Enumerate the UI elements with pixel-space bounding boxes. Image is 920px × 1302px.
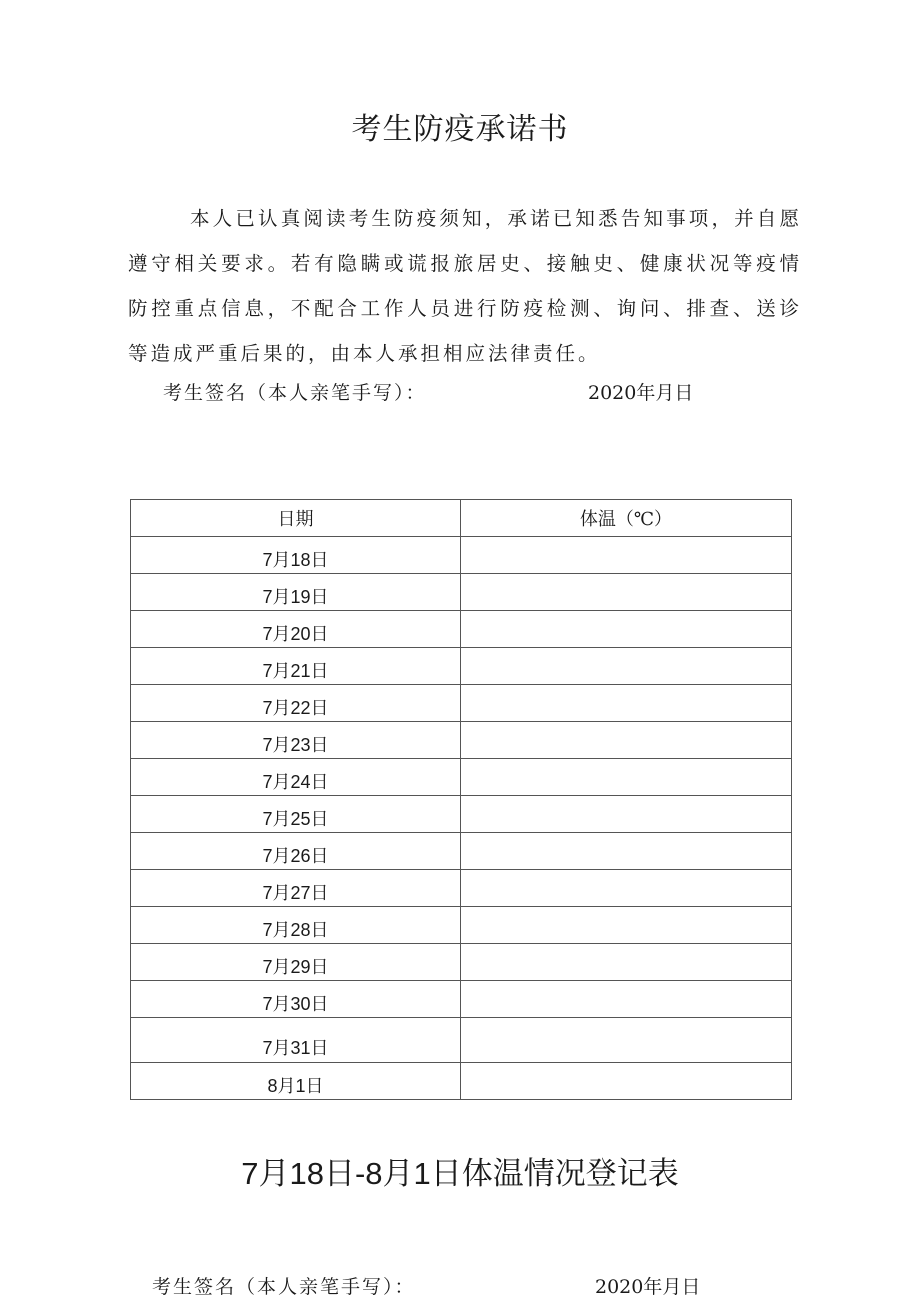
signature-label: 考生签名（本人亲笔手写）： [163,382,427,404]
temperature-cell[interactable] [461,944,792,981]
table-row [131,981,792,1018]
signature-date: 2020年月日 [588,382,694,404]
pledge-title: 考生防疫承诺书 [351,112,569,147]
table-row [131,759,792,796]
table-row [131,796,792,833]
table-row [131,648,792,685]
temperature-cell[interactable] [461,833,792,870]
header-date: 日期 [131,500,461,537]
temperature-cell[interactable] [461,870,792,907]
date-cell: 7月29日 [131,944,461,981]
signature-label: 考生签名（本人亲笔手写）： [152,1276,416,1298]
registration-signature-line [152,1272,772,1302]
temperature-cell[interactable] [461,685,792,722]
table-row [131,944,792,981]
temperature-table [130,499,792,1100]
table-row [131,870,792,907]
date-cell: 7月18日 [131,537,461,574]
table-row [131,685,792,722]
registration-title: 7月18日-8月1日体温情况登记表 [241,1156,679,1191]
temperature-cell[interactable] [461,907,792,944]
date-cell: 7月19日 [131,574,461,611]
date-cell: 7月26日 [131,833,461,870]
date-cell: 7月22日 [131,685,461,722]
table-row [131,833,792,870]
date-cell: 7月25日 [131,796,461,833]
temperature-cell[interactable] [461,796,792,833]
date-cell: 7月28日 [131,907,461,944]
temperature-cell[interactable] [461,1018,792,1063]
table-row [131,722,792,759]
table-header-row [131,500,792,537]
date-cell: 7月30日 [131,981,461,1018]
temperature-cell[interactable] [461,759,792,796]
temperature-cell[interactable] [461,648,792,685]
table-row [131,574,792,611]
date-cell: 7月27日 [131,870,461,907]
temperature-cell[interactable] [461,722,792,759]
table-row [131,907,792,944]
date-cell: 7月24日 [131,759,461,796]
date-cell: 7月23日 [131,722,461,759]
table-row [131,1063,792,1100]
temperature-cell[interactable] [461,1063,792,1100]
table-row [131,537,792,574]
date-cell: 8月1日 [131,1063,461,1100]
date-cell: 7月31日 [131,1018,461,1063]
temperature-cell[interactable] [461,611,792,648]
table-row [131,611,792,648]
date-cell: 7月20日 [131,611,461,648]
header-temperature: 体温（℃） [461,500,792,537]
temperature-cell[interactable] [461,574,792,611]
temperature-cell[interactable] [461,981,792,1018]
table-row [131,1018,792,1063]
temperature-cell[interactable] [461,537,792,574]
date-cell: 7月21日 [131,648,461,685]
signature-date: 2020年月日 [595,1276,701,1298]
pledge-signature-line [163,378,763,408]
pledge-body: 本人已认真阅读考生防疫须知，承诺已知悉告知事项，并自愿遵守相关要求。若有隐瞒或谎报旅居史、接触史、健康状况等疫情防控重点信息，不配合工作人员进行防疫检测、询问、排查、送诊等造成严重后果的，由本人承担相应法律责任。 [128,207,802,365]
